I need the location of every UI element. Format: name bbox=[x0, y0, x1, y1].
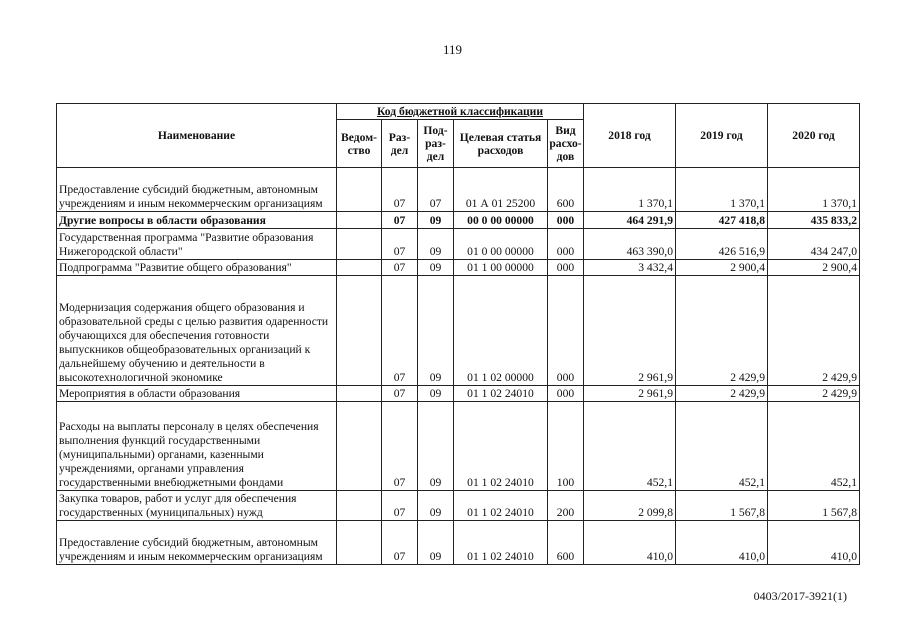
cell-target: 00 0 00 00000 bbox=[454, 212, 548, 229]
cell-y2018: 1 370,1 bbox=[584, 168, 676, 212]
cell-y2019: 2 429,9 bbox=[676, 276, 768, 386]
cell-subsection: 09 bbox=[418, 260, 454, 276]
cell-dept bbox=[337, 491, 382, 521]
cell-section: 07 bbox=[382, 276, 418, 386]
page-number: 119 bbox=[442, 42, 463, 57]
cell-dept bbox=[337, 276, 382, 386]
cell-y2019: 426 516,9 bbox=[676, 229, 768, 260]
cell-y2019: 410,0 bbox=[676, 521, 768, 565]
cell-y2019: 452,1 bbox=[676, 402, 768, 491]
cell-y2018: 2 961,9 bbox=[584, 386, 676, 402]
cell-section: 07 bbox=[382, 260, 418, 276]
cell-exp-type: 600 bbox=[548, 521, 584, 565]
cell-y2019: 2 429,9 bbox=[676, 386, 768, 402]
cell-section: 07 bbox=[382, 212, 418, 229]
cell-y2018: 2 961,9 bbox=[584, 276, 676, 386]
header-subsection: Под-раз-дел bbox=[418, 120, 454, 168]
cell-dept bbox=[337, 212, 382, 229]
cell-target: 01 1 02 24010 bbox=[454, 521, 548, 565]
header-dept: Ведом-ство bbox=[337, 120, 382, 168]
cell-y2020: 1 567,8 bbox=[768, 491, 860, 521]
cell-target: 01 1 02 00000 bbox=[454, 276, 548, 386]
document-code: 0403/2017-3921(1) bbox=[753, 589, 847, 603]
header-name: Наименование bbox=[57, 104, 337, 168]
cell-name: Предоставление субсидий бюджетным, автономным учреждениям и иным некоммерческим организациям bbox=[57, 168, 337, 212]
cell-name: Другие вопросы в области образования bbox=[57, 212, 337, 229]
cell-name: Государственная программа "Развитие образования Нижегородской области" bbox=[57, 229, 337, 260]
cell-dept bbox=[337, 521, 382, 565]
cell-name: Предоставление субсидий бюджетным, автономным учреждениям и иным некоммерческим организациям bbox=[57, 521, 337, 565]
header-exp-type: Вид расхо-дов bbox=[548, 120, 584, 168]
header-row-top bbox=[57, 104, 860, 120]
cell-y2018: 3 432,4 bbox=[584, 260, 676, 276]
cell-y2020: 1 370,1 bbox=[768, 168, 860, 212]
cell-section: 07 bbox=[382, 491, 418, 521]
cell-y2018: 2 099,8 bbox=[584, 491, 676, 521]
cell-y2020: 410,0 bbox=[768, 521, 860, 565]
cell-exp-type: 200 bbox=[548, 491, 584, 521]
cell-y2018: 452,1 bbox=[584, 402, 676, 491]
cell-section: 07 bbox=[382, 386, 418, 402]
cell-dept bbox=[337, 168, 382, 212]
cell-y2020: 2 900,4 bbox=[768, 260, 860, 276]
table-row bbox=[57, 491, 860, 521]
cell-y2018: 463 390,0 bbox=[584, 229, 676, 260]
cell-name: Модернизация содержания общего образования и образовательной среды с целью развития одаренности обучающихся для обеспечения готовности выпускников общеобразовательных организаций к дальнейшему обучению и деятельности в высокотехнологичной экономике bbox=[57, 276, 337, 386]
cell-target: 01 1 02 24010 bbox=[454, 386, 548, 402]
cell-dept bbox=[337, 386, 382, 402]
cell-target: 01 1 00 00000 bbox=[454, 260, 548, 276]
cell-exp-type: 000 bbox=[548, 276, 584, 386]
cell-y2020: 434 247,0 bbox=[768, 229, 860, 260]
cell-section: 07 bbox=[382, 168, 418, 212]
table-row bbox=[57, 229, 860, 260]
header-2018: 2018 год bbox=[584, 104, 676, 168]
cell-exp-type: 000 bbox=[548, 260, 584, 276]
cell-y2018: 464 291,9 bbox=[584, 212, 676, 229]
cell-y2019: 2 900,4 bbox=[676, 260, 768, 276]
cell-section: 07 bbox=[382, 521, 418, 565]
header-target: Целевая статья расходов bbox=[454, 120, 548, 168]
cell-target: 01 1 02 24010 bbox=[454, 491, 548, 521]
table-row bbox=[57, 521, 860, 565]
table-row bbox=[57, 212, 860, 229]
cell-dept bbox=[337, 229, 382, 260]
cell-y2019: 1 370,1 bbox=[676, 168, 768, 212]
cell-subsection: 09 bbox=[418, 276, 454, 386]
header-code-group: Код бюджетной классификации bbox=[337, 104, 584, 120]
cell-exp-type: 600 bbox=[548, 168, 584, 212]
cell-y2020: 452,1 bbox=[768, 402, 860, 491]
cell-y2019: 1 567,8 bbox=[676, 491, 768, 521]
cell-subsection: 09 bbox=[418, 212, 454, 229]
table-row bbox=[57, 168, 860, 212]
cell-section: 07 bbox=[382, 229, 418, 260]
cell-section: 07 bbox=[382, 402, 418, 491]
cell-name: Мероприятия в области образования bbox=[57, 386, 337, 402]
table-row bbox=[57, 402, 860, 491]
cell-name: Подпрограмма "Развитие общего образования" bbox=[57, 260, 337, 276]
cell-subsection: 07 bbox=[418, 168, 454, 212]
table-row bbox=[57, 386, 860, 402]
cell-exp-type: 000 bbox=[548, 229, 584, 260]
cell-dept bbox=[337, 402, 382, 491]
cell-subsection: 09 bbox=[418, 229, 454, 260]
cell-subsection: 09 bbox=[418, 521, 454, 565]
cell-exp-type: 000 bbox=[548, 212, 584, 229]
cell-subsection: 09 bbox=[418, 386, 454, 402]
budget-table bbox=[56, 103, 860, 565]
cell-exp-type: 000 bbox=[548, 386, 584, 402]
header-2019: 2019 год bbox=[676, 104, 768, 168]
table-row bbox=[57, 260, 860, 276]
cell-dept bbox=[337, 260, 382, 276]
cell-exp-type: 100 bbox=[548, 402, 584, 491]
cell-y2020: 2 429,9 bbox=[768, 386, 860, 402]
header-2020: 2020 год bbox=[768, 104, 860, 168]
cell-target: 01 0 00 00000 bbox=[454, 229, 548, 260]
cell-target: 01 1 02 24010 bbox=[454, 402, 548, 491]
cell-y2019: 427 418,8 bbox=[676, 212, 768, 229]
table-row bbox=[57, 276, 860, 386]
cell-y2018: 410,0 bbox=[584, 521, 676, 565]
cell-y2020: 435 833,2 bbox=[768, 212, 860, 229]
cell-subsection: 09 bbox=[418, 402, 454, 491]
cell-y2020: 2 429,9 bbox=[768, 276, 860, 386]
table-body bbox=[57, 168, 860, 565]
cell-name: Закупка товаров, работ и услуг для обеспечения государственных (муниципальных) нужд bbox=[57, 491, 337, 521]
cell-target: 01 А 01 25200 bbox=[454, 168, 548, 212]
cell-subsection: 09 bbox=[418, 491, 454, 521]
cell-name: Расходы на выплаты персоналу в целях обеспечения выполнения функций государственными (муниципальными) органами, казенными учреждениями, органами управления государственными внебюджетными фондами bbox=[57, 402, 337, 491]
header-section: Раз-дел bbox=[382, 120, 418, 168]
